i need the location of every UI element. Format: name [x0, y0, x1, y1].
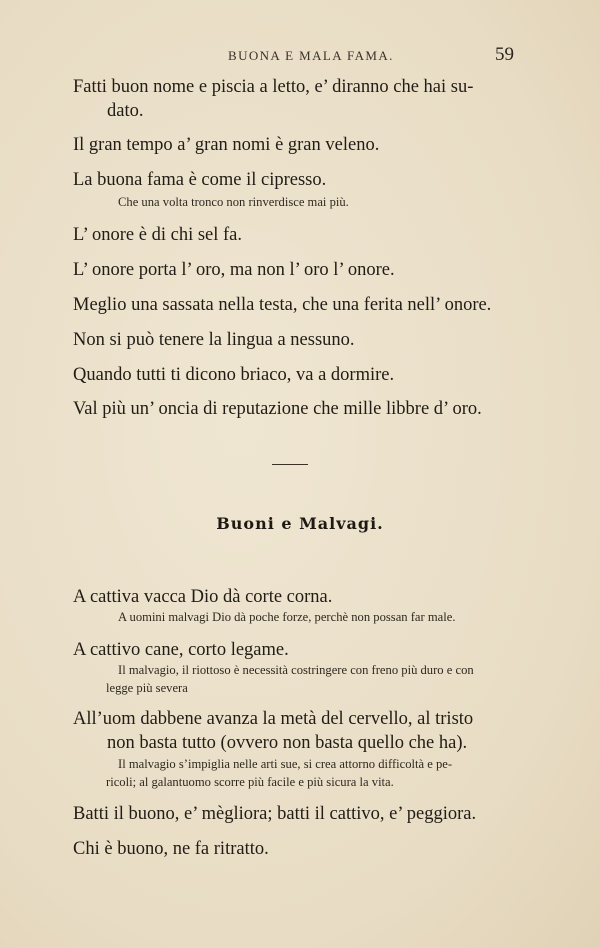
proverb-line: Non si può tenere la lingua a nessuno. [73, 330, 355, 350]
proverb-line: Chi è buono, ne fa ritratto. [73, 839, 269, 859]
proverb-note: Il malvagio, il riottoso è necessità costringere con freno più duro e con [118, 663, 474, 677]
running-head-title: BUONA E MALA FAMA. [228, 48, 394, 63]
proverb-line: Fatti buon nome e piscia a letto, e’ diranno che hai su- [73, 77, 474, 97]
proverb-note: A uomini malvagi Dio dà poche forze, perchè non possan far male. [118, 610, 456, 624]
proverb-line: Quando tutti ti dicono briaco, va a dormire. [73, 365, 395, 385]
proverb-line: La buona fama è come il cipresso. [73, 170, 327, 190]
section-title: Buoni e Malvagi. [216, 514, 384, 533]
section-divider [272, 464, 308, 465]
proverb-note: Il malvagio s’impiglia nelle arti sue, si crea attorno difficoltà e pe- [118, 757, 453, 771]
proverb-note: Che una volta tronco non rinverdisce mai più. [118, 195, 349, 209]
proverb-line: Val più un’ oncia di reputazione che mille libbre d’ oro. [73, 399, 482, 419]
proverb-line: A cattivo cane, corto legame. [73, 640, 289, 660]
proverb-line: Meglio una sassata nella testa, che una ferita nell’ onore. [73, 295, 492, 315]
running-head [0, 46, 600, 68]
proverb-note-continuation: ricoli; al galantuomo scorre più facile e più sicura la vita. [106, 775, 394, 789]
proverb-line: L’ onore è di chi sel fa. [73, 225, 243, 245]
proverb-continuation: non basta tutto (ovvero non basta quello che ha). [107, 733, 468, 753]
proverb-continuation: dato. [107, 101, 144, 121]
proverb-line: Il gran tempo a’ gran nomi è gran veleno. [73, 135, 380, 155]
proverb-note-continuation: legge più severa [106, 681, 188, 695]
proverb-line: A cattiva vacca Dio dà corte corna. [73, 587, 333, 607]
proverb-line: Batti il buono, e’ mègliora; batti il cattivo, e’ peggiora. [73, 804, 477, 824]
proverb-line: L’ onore porta l’ oro, ma non l’ oro l’ onore. [73, 260, 395, 280]
page-number: 59 [495, 44, 514, 65]
proverb-line: All’uom dabbene avanza la metà del cervello, al tristo [73, 709, 474, 729]
